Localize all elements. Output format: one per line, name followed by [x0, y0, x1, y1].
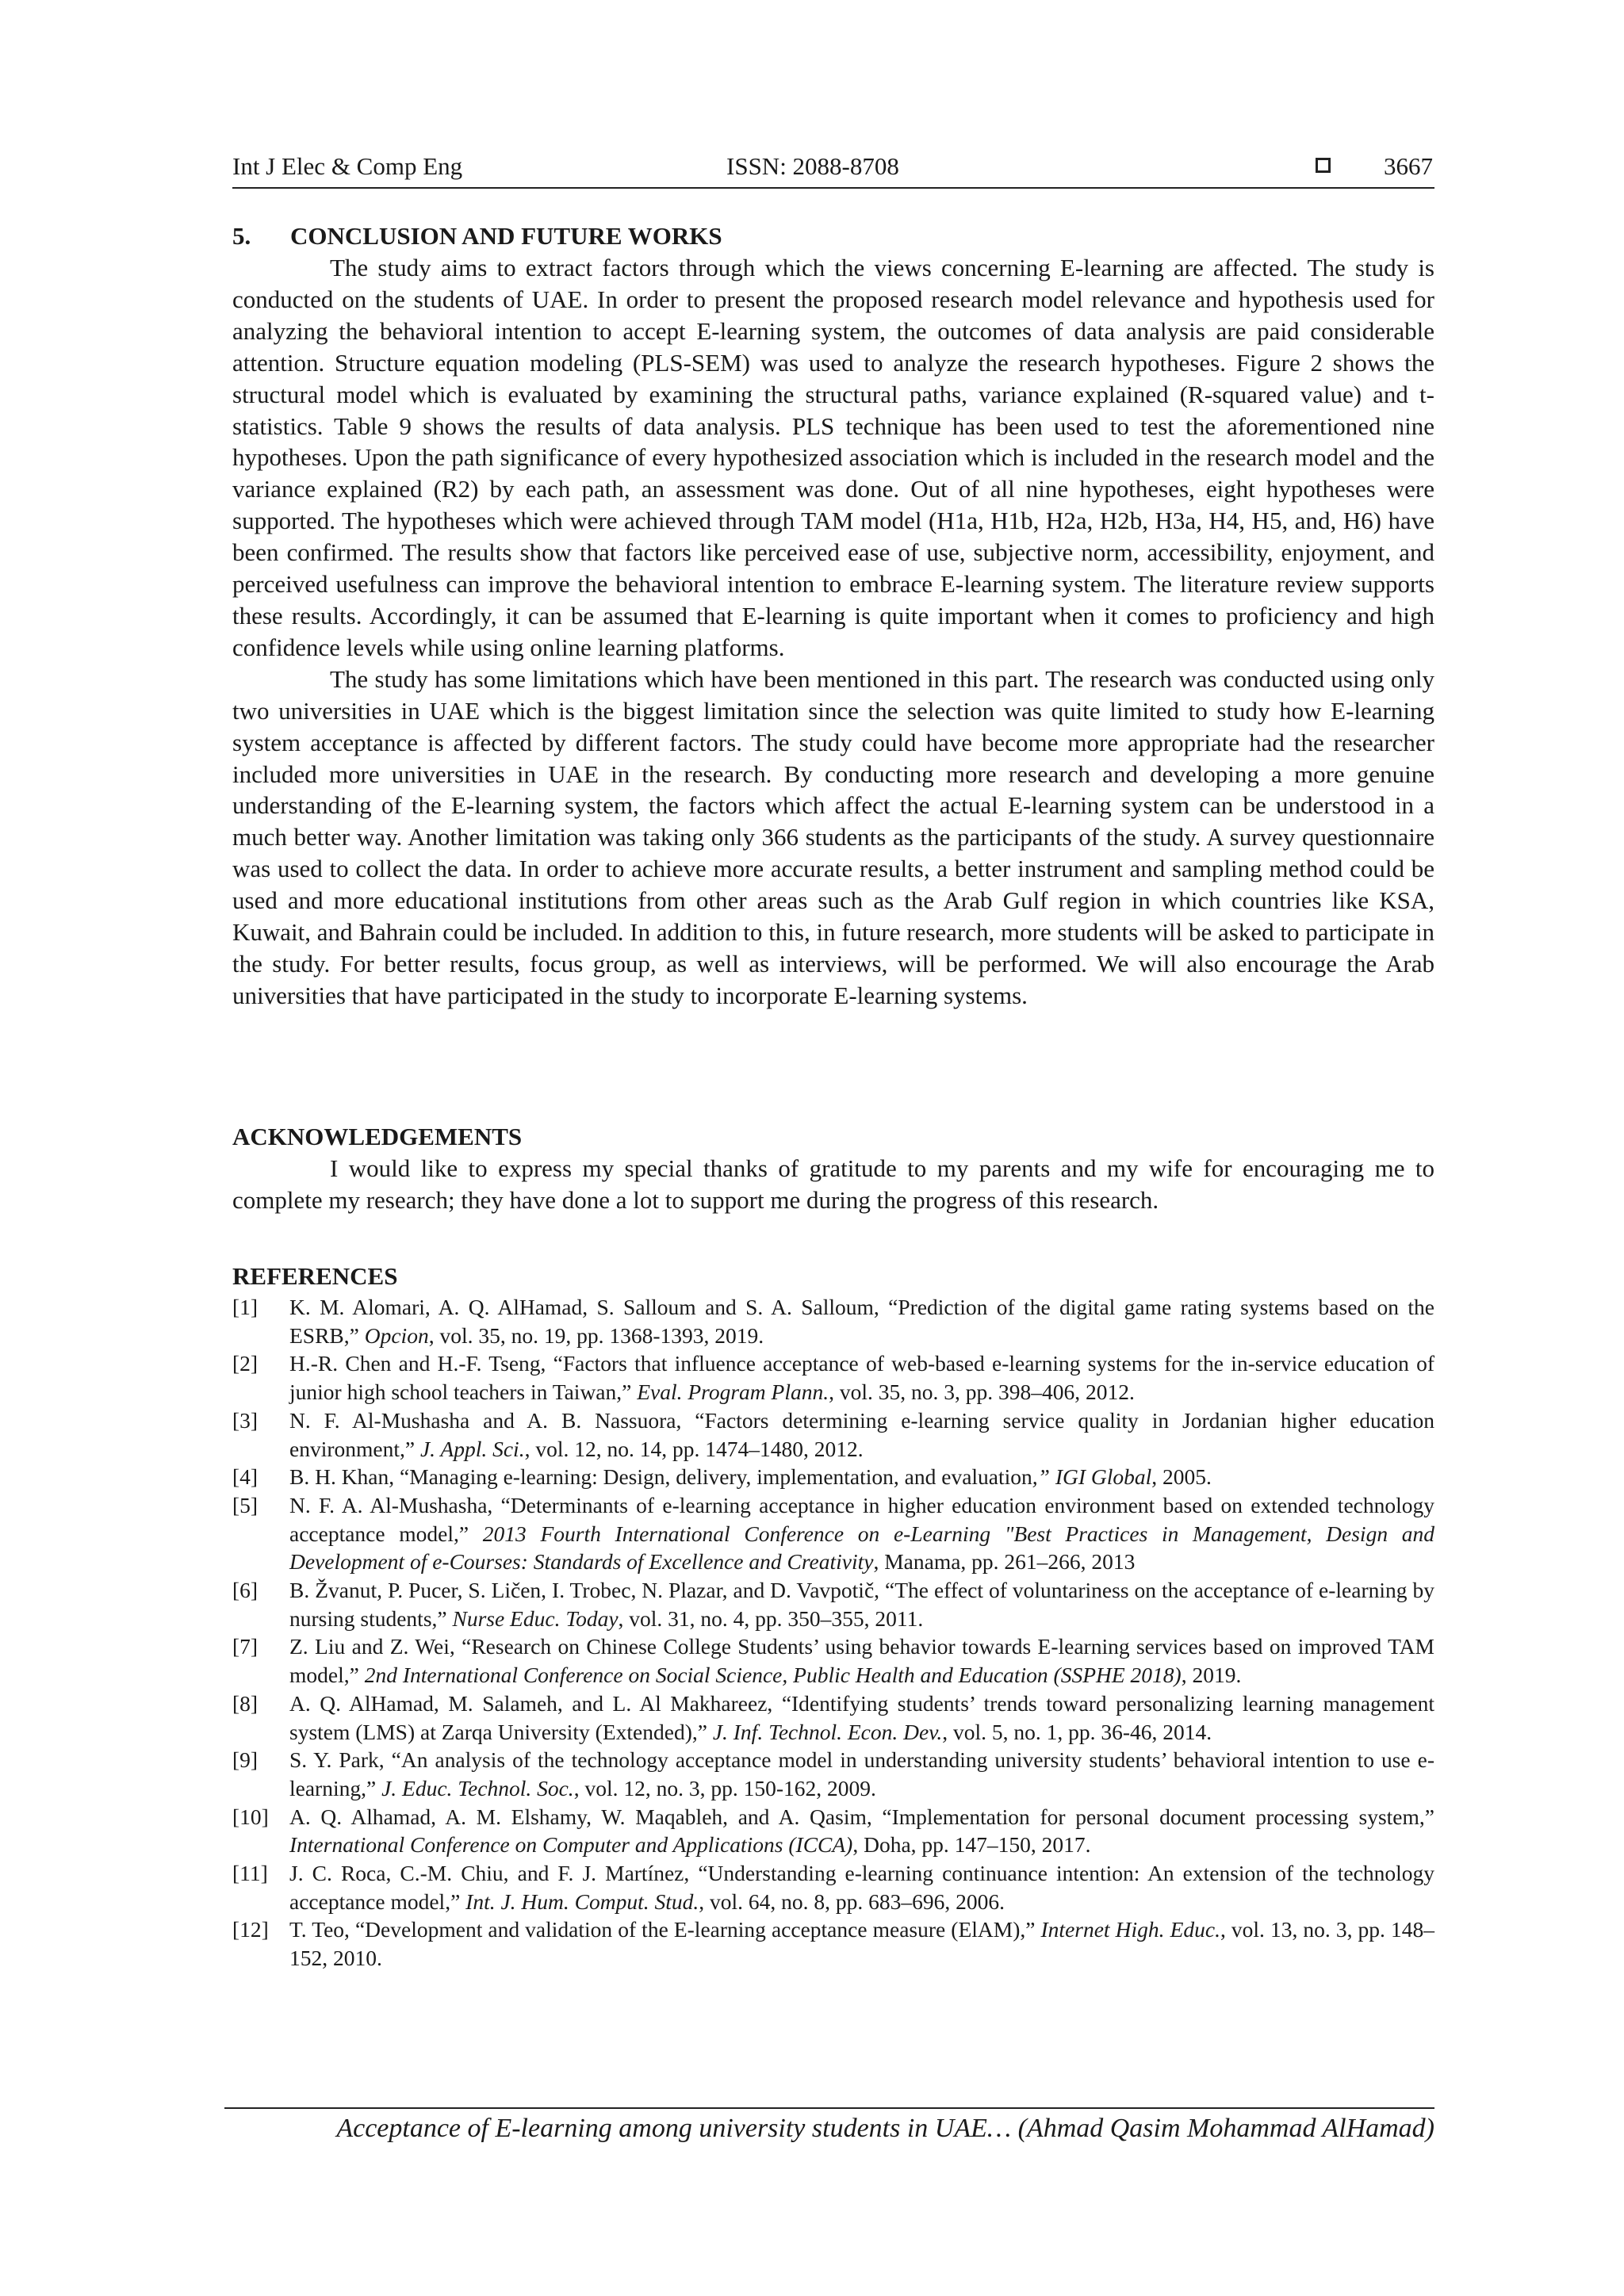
reference-text: J. C. Roca, C.-M. Chiu, and F. J. Martínez, “Understanding e-learning continuance intention: An extension of the technology acceptance model,”: [289, 1861, 1434, 1914]
reference-text: A. Q. AlHamad, M. Salameh, and L. Al Makhareez, “Identifying students’ trends toward personalizing learning management system (LMS) at Zarqa University (Extended),”: [289, 1690, 1434, 1744]
reference-item: [232, 1349, 1434, 1406]
body-paragraph: The study aims to extract factors through which the views concerning E-learning are affected. The study is conducted on the students of UAE. In order to present the proposed research model relevance and hypothesis used for analyzing the behavioral intention to accept E-learning system, the outcomes of data analysis are paid considerable attention. Structure equation modeling (PLS-SEM) was used to analyze the research hypotheses. Figure 2 shows the structural model which is evaluated by examining the structural paths, variance explained (R-squared value) and t-statistics. Table 9 shows the results of data analysis. PLS technique has been used to test the aforementioned nine hypotheses. Upon the path significance of every hypothesized association which is included in the research model and the variance explained (R2) by each path, an assessment was done. Out of all nine hypotheses, eight hypotheses were supported. The hypotheses which were achieved through TAM model (H1a, H1b, H2a, H2b, H3a, H4, H5, and, H6) have been confirmed. The results show that factors like perceived ease of use, subjective norm, accessibility, enjoyment, and perceived usefulness can improve the behavioral intention to embrace E-learning system. The literature review supports these results. Accordingly, it can be assumed that E-learning is quite important when it comes to proficiency and high confidence levels while using online learning platforms.: [232, 254, 1434, 661]
reference-venue: J. Appl. Sci.: [419, 1436, 525, 1461]
reference-venue: J. Inf. Technol. Econ. Dev.: [712, 1719, 943, 1744]
reference-details: , vol. 12, no. 3, pp. 150-162, 2009.: [573, 1775, 876, 1800]
reference-venue: Internet High. Educ.: [1040, 1917, 1220, 1942]
reference-number: [4]: [232, 1464, 259, 1490]
reference-number: [11]: [232, 1861, 268, 1886]
reference-text: B. H. Khan, “Managing e-learning: Design, delivery, implementation, and evaluation: [289, 1464, 1032, 1490]
reference-text: B. Žvanut, P. Pucer, S. Ličen, I. Trobec, N. Plazar, and D. Vavpotič, “The effect of voluntariness on the acceptance of e-learning by nursing students,”: [289, 1578, 1434, 1631]
reference-item: [232, 1463, 1434, 1491]
references-heading: REFERENCES: [232, 1262, 398, 1290]
journal-name: Int J Elec & Comp Eng: [232, 152, 463, 180]
reference-details: , Manama, pp. 261–266, 2013: [873, 1549, 1136, 1575]
footer-rule: [224, 2107, 1434, 2109]
reference-item: [232, 1632, 1434, 1689]
reference-item: [232, 1689, 1434, 1746]
reference-number: [7]: [232, 1634, 259, 1659]
reference-item: [232, 1746, 1434, 1802]
section-heading: [232, 220, 722, 252]
reference-list: [232, 1293, 1434, 1973]
page-number: 3667: [1384, 152, 1433, 180]
reference-number: [6]: [232, 1578, 259, 1603]
reference-number: [10]: [232, 1804, 269, 1829]
reference-number: [8]: [232, 1690, 259, 1716]
reference-details: , vol. 64, no. 8, pp. 683–696, 2006.: [699, 1888, 1005, 1914]
reference-venue: Int. J. Hum. Comput. Stud.: [465, 1888, 699, 1914]
reference-item: [232, 1406, 1434, 1463]
reference-venue: 2013 Fourth International Conference on e-Learning "Best Practices in Management, Design and Development of e-Courses: Standards of Excellence and Creativity: [289, 1521, 1435, 1575]
reference-number: [1]: [232, 1295, 259, 1319]
reference-details: , 2005.: [1151, 1464, 1212, 1490]
reference-venue: Eval. Program Plann.: [637, 1380, 829, 1405]
reference-details: , vol. 35, no. 19, pp. 1368-1393, 2019.: [428, 1322, 764, 1348]
running-header: [232, 151, 1434, 189]
acknowledgements-body: [232, 1153, 1434, 1216]
acknowledgements-heading: ACKNOWLEDGEMENTS: [232, 1123, 523, 1150]
conclusion-body: [232, 252, 1434, 1012]
reference-venue: International Conference on Computer and Applications (ICCA): [289, 1832, 853, 1858]
reference-details: , vol. 12, no. 14, pp. 1474–1480, 2012.: [524, 1436, 864, 1461]
reference-details: , vol. 5, no. 1, pp. 36-46, 2014.: [942, 1719, 1212, 1744]
reference-venue: Opcion: [364, 1322, 429, 1348]
reference-item: [232, 1293, 1434, 1349]
reference-text: S. Y. Park, “An analysis of the technology acceptance model in understanding university students’ behavioral intention to use e-learning,”: [289, 1747, 1434, 1800]
square-outline-icon: [1316, 158, 1331, 173]
reference-number: [3]: [232, 1407, 259, 1433]
reference-text: K. M. Alomari, A. Q. AlHamad, S. Salloum and S. A. Salloum, “Prediction of the digital game rating systems based on the ESRB,”: [289, 1295, 1434, 1348]
reference-item: [232, 1915, 1434, 1972]
reference-item: [232, 1491, 1434, 1576]
reference-item: [232, 1576, 1434, 1632]
reference-venue: ,” IGI Global: [1032, 1464, 1152, 1490]
section-title: CONCLUSION AND FUTURE WORKS: [290, 222, 722, 250]
reference-item: [232, 1859, 1434, 1915]
body-paragraph: The study has some limitations which have been mentioned in this part. The research was conducted using only two universities in UAE which is the biggest limitation since the selection was quite limited to study how E-learning system acceptance is affected by different factors. The study could have become more appropriate had the researcher included more universities in UAE in the research. By conducting more research and developing a more genuine understanding of the E-learning system, the factors which affect the actual E-learning system can be understood in a much better way. Another limitation was taking only 366 students as the participants of the study. A survey questionnaire was used to collect the data. In order to achieve more accurate results, a better instrument and sampling method could be used and more educational institutions from other areas such as the Arab Gulf region in which countries like KSA, Kuwait, and Bahrain could be included. In addition to this, in future research, more students will be asked to participate in the study. For better results, focus group, as well as interviews, will be performed. We will also encourage the Arab universities that have participated in the study to incorporate E-learning systems.: [232, 664, 1434, 1009]
reference-number: [2]: [232, 1351, 259, 1376]
reference-number: [9]: [232, 1747, 259, 1773]
reference-text: N. F. Al-Mushasha and A. B. Nassuora, “Factors determining e-learning service quality in Jordanian higher education environment,”: [289, 1407, 1434, 1461]
issn: ISSN: 2088-8708: [726, 152, 899, 180]
reference-text: H.-R. Chen and H.-F. Tseng, “Factors that influence acceptance of web-based e-learning systems for the in-service education of junior high school teachers in Taiwan,”: [289, 1351, 1434, 1405]
reference-text: Z. Liu and Z. Wei, “Research on Chinese College Students’ using behavior towards E-learning services based on improved TAM model,”: [289, 1634, 1434, 1688]
section-number: 5.: [232, 222, 251, 250]
reference-number: [12]: [232, 1917, 269, 1942]
reference-venue: J. Educ. Technol. Soc.: [381, 1775, 574, 1800]
reference-item: [232, 1803, 1434, 1859]
reference-details: , Doha, pp. 147–150, 2017.: [852, 1832, 1091, 1858]
reference-text: T. Teo, “Development and validation of the E-learning acceptance measure (ElAM),”: [289, 1917, 1041, 1942]
reference-text: N. F. A. Al-Mushasha, “Determinants of e-learning acceptance in higher education environment based on extended technology acceptance model,”: [289, 1492, 1434, 1546]
reference-venue: Nurse Educ. Today: [452, 1605, 619, 1631]
reference-venue: 2nd International Conference on Social Science, Public Health and Education (SSPHE 2018): [364, 1663, 1182, 1688]
body-paragraph: I would like to express my special thanks of gratitude to my parents and my wife for encouraging me to complete my research; they have done a lot to support me during the progress of this research.: [232, 1154, 1434, 1214]
reference-details: , vol. 35, no. 3, pp. 398–406, 2012.: [829, 1380, 1135, 1405]
reference-details: , 2019.: [1181, 1663, 1242, 1688]
reference-details: , vol. 31, no. 4, pp. 350–355, 2011.: [618, 1605, 924, 1631]
running-footer: Acceptance of E-learning among university students in UAE… (Ahmad Qasim Mohammad AlHamad): [336, 2114, 1434, 2143]
reference-details: , vol. 13, no. 3, pp. 148–152, 2010.: [289, 1917, 1434, 1971]
reference-text: A. Q. Alhamad, A. M. Elshamy, W. Maqableh, and A. Qasim, “Implementation for personal document processing system,”: [289, 1804, 1434, 1829]
reference-number: [5]: [232, 1492, 259, 1517]
